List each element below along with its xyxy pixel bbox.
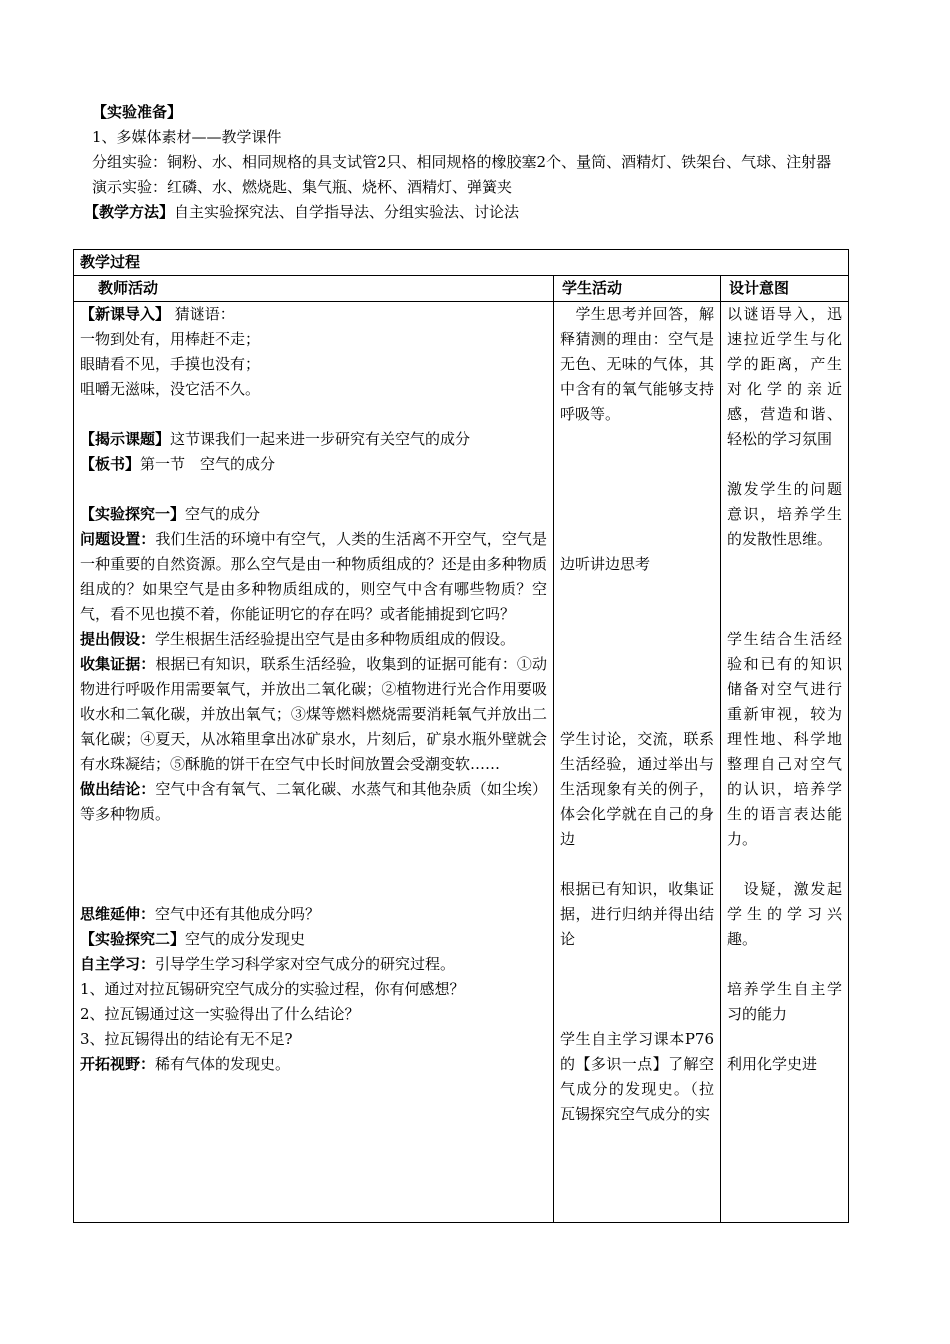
conclusion-text: 空气中含有氧气、二氧化碳、水蒸气和其他杂质（如尘埃）等多种物质。 <box>80 780 547 823</box>
evidence-label: 收集证据： <box>80 655 156 673</box>
design-intent-1: 以谜语导入，迅速拉近学生与化学的距离，产生对化学的亲近感，营造和谐、轻松的学习氛围 <box>727 305 843 448</box>
board-label: 【板书】 <box>80 455 141 473</box>
teacher-activity-cell <box>74 302 554 1223</box>
riddle-line-1: 一物到处有，用棒赶不走； <box>80 330 261 348</box>
board-text: 第一节 空气的成分 <box>140 455 276 473</box>
intro-text: 猜谜语： <box>170 305 235 323</box>
study-question-1: 1、通过对拉瓦锡研究空气成分的实验过程，你有何感想？ <box>80 980 465 998</box>
col-header-teacher: 教师活动 <box>74 276 554 302</box>
extension-label: 思维延伸： <box>80 905 156 923</box>
method-label: 【教学方法】 <box>84 203 175 221</box>
question-text: 我们生活的环境中有空气，人类的生活离不开空气，空气是一种重要的自然资源。那么空气是由一种物质组成的？还是由多种物质组成的？如果空气是由多种物质组成的，则空气中含有哪些物质？空气，看不见也摸不着，你能证明它的存在吗？或者能捕捉到它吗？ <box>80 530 547 623</box>
method-text: 自主实验探究法、自学指导法、分组实验法、讨论法 <box>174 203 520 221</box>
study-question-2: 2、拉瓦锡通过这一实验得出了什么结论？ <box>80 1005 360 1023</box>
reveal-text: 这节课我们一起来进一步研究有关空气的成分 <box>170 430 471 448</box>
student-activity-1: 学生思考并回答，解释猜测的理由：空气是无色、无味的气体，其中含有的氧气能够支持呼吸等。 <box>560 305 714 423</box>
table-header-row <box>74 276 849 302</box>
teaching-process-table <box>73 249 849 1223</box>
prep-line-3: 演示实验：红磷、水、燃烧匙、集气瓶、烧杯、酒精灯、弹簧夹 <box>92 178 513 196</box>
student-activity-5: 学生自主学习课本P76的【多识一点】了解空气成分的发现史。（拉瓦锡探究空气成分的实 <box>560 1030 714 1123</box>
design-intent-3: 学生结合生活经验和已有的知识储备对空气进行重新审视，较为理性地、科学地整理自己对空气的认识，培养学生的语言表达能力。 <box>727 630 843 848</box>
exp2-text: 空气的成分发现史 <box>185 930 306 948</box>
extension-text: 空气中还有其他成分吗？ <box>155 905 321 923</box>
design-intent-cell <box>721 302 849 1223</box>
design-intent-6: 利用化学史进 <box>727 1055 818 1073</box>
evidence-text: 根据已有知识，联系生活经验，收集到的证据可能有：①动物进行呼吸作用需要氧气，并放出二氧化碳；②植物进行光合作用要吸收水和二氧化碳，并放出氧气；③煤等燃料燃烧需要消耗氧气并放出二氧化碳；④夏天，从冰箱里拿出冰矿泉水，片刻后，矿泉水瓶外壁就会有水珠凝结；⑤酥脆的饼干在空气中长时间放置会受潮变软…… <box>80 655 547 773</box>
design-intent-2: 激发学生的问题意识，培养学生的发散性思维。 <box>727 480 843 548</box>
table-title: 教学过程 <box>74 250 849 276</box>
reveal-label: 【揭示课题】 <box>80 430 171 448</box>
student-activity-3: 学生讨论，交流，联系生活经验，通过举出与生活现象有关的例子，体会化学就在自己的身边 <box>560 730 714 848</box>
exp1-label: 【实验探究一】 <box>80 505 186 523</box>
study-question-3: 3、拉瓦锡得出的结论有无不足? <box>80 1030 293 1048</box>
prep-line-2: 分组实验：铜粉、水、相同规格的具支试管2只、相同规格的橡胶塞2个、量筒、酒精灯、铁架台、气球、注射器 <box>92 153 832 171</box>
col-header-design: 设计意图 <box>721 276 849 302</box>
prep-line-1: 1、多媒体素材——教学课件 <box>92 128 282 146</box>
teaching-method <box>84 200 892 225</box>
table-title-row <box>74 250 849 276</box>
exp2-label: 【实验探究二】 <box>80 930 186 948</box>
exp1-text: 空气的成分 <box>185 505 261 523</box>
design-intent-4: 设疑，激发起学生的学习兴趣。 <box>727 880 843 948</box>
open-view-text: 稀有气体的发现史。 <box>155 1055 291 1073</box>
question-label: 问题设置： <box>80 530 156 548</box>
student-activity-cell <box>554 302 721 1223</box>
student-activity-2: 边听讲边思考 <box>560 555 651 573</box>
intro-label: 【新课导入】 <box>80 305 171 323</box>
open-view-label: 开拓视野： <box>80 1055 156 1073</box>
design-intent-5: 培养学生自主学习的能力 <box>727 980 843 1023</box>
conclusion-label: 做出结论： <box>80 780 156 798</box>
hypothesis-text: 学生根据生活经验提出空气是由多种物质组成的假设。 <box>155 630 516 648</box>
hypothesis-label: 提出假设： <box>80 630 156 648</box>
self-study-label: 自主学习： <box>80 955 156 973</box>
self-study-text: 引导学生学习科学家对空气成分的研究过程。 <box>155 955 456 973</box>
prep-heading: 【实验准备】 <box>92 103 183 121</box>
riddle-line-2: 眼睛看不见，手摸也没有； <box>80 355 261 373</box>
student-activity-4: 根据已有知识，收集证据，进行归纳并得出结论 <box>560 880 714 948</box>
preparation-section <box>84 100 892 225</box>
col-header-student: 学生活动 <box>554 276 721 302</box>
content-row <box>74 302 849 1223</box>
riddle-line-3: 咀嚼无滋味，没它活不久。 <box>80 380 261 398</box>
